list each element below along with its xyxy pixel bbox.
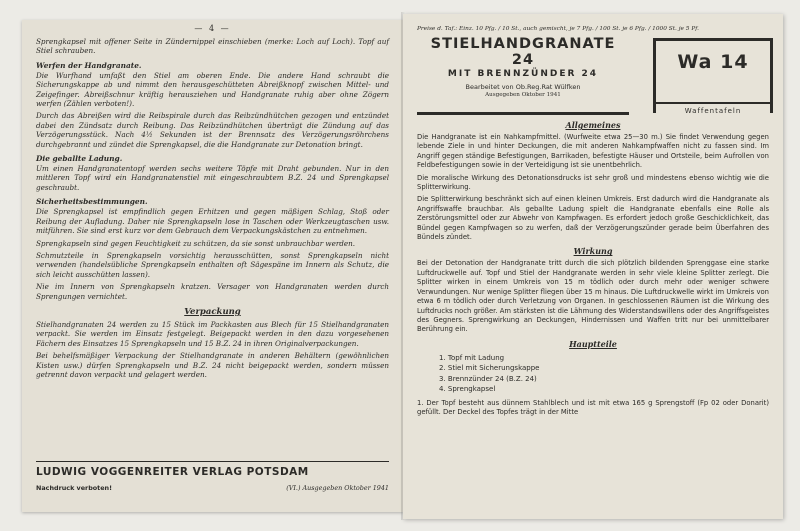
right-page (403, 14, 783, 519)
paragraph: Die Splitterwirkung beschränkt sich auf einen kleinen Umkreis. Erst dadurch wird die Handgranate als Angriffswaffe brauchbar. Als geballte Ladung spielt die Handgranate ebenfalls eine Rolle als Zerstörungsmittel oder zur Abwehr von Kampfwagen. Es erfordert jedoch große Geschicklichkeit, das Bündel gegen Kampfwagen so zu werfen, daß der Verzögerungszünder gerade beim Überfahren des Bündels zündet. (417, 195, 769, 242)
paragraph: Bei der Detonation der Handgranate tritt durch die sich plötzlich bildenden Sprenggase eine starke Luftdruckwelle auf. Topf und Stiel der Handgranate werden in sehr viele kleine Splitter zerlegt. Die Splitter wirken in einem Umkreis von 15 m tödlich oder durch mehr oder weniger schwere Verwundungen. Nur wenige Splitter fliegen über 15 m hinaus. Die Luftdruckwelle wirkt im Umkreis von etwa 6 m tödlich oder durch Verletzung von Organen. In geschlossenen Räumen ist die Wirkung des Luftdrucks noch größer. Am stärksten ist die Lähmung des Widerstandswillens oder des Angriffsgeistes des Gegners. Sprengwirkung an Deckungen, Hindernissen und Waffen tritt nur bei unmittelbarer Berührung ein. (417, 259, 769, 334)
paragraph: Durch das Abreißen wird die Reibspirale durch das Reibzündhütchen gezogen und entzündet dabei den Zündsatz durch Reibung. Das Reibzündhütchen überträgt die Zündung auf das Verzögerungsstück. Nach 4½ Sekunden ist der Brennsatz des Verzögerungsröhrchens durchgebrannt und zündet die Sprengkapsel, die die Handgranate zur Detonation bringt. (36, 111, 389, 149)
paragraph: Nie im Innern von Sprengkapseln kratzen. Versager von Handgranaten werden durch Sprengungen vernichtet. (36, 282, 389, 301)
reprint-notice: Nachdruck verboten! (36, 484, 113, 492)
issue-notice: (VI.) Ausgegeben Oktober 1941 (286, 484, 389, 492)
packing-heading: Verpackung (184, 306, 241, 317)
list-item: 4. Sprengkapsel (439, 385, 496, 394)
paragraph: Um einen Handgranatentopf werden sechs weitere Töpfe mit Draht gebunden. Nur in den mittleren Topf wird ein Handgranatenstiel mit eingeschraubtem B.Z. 24 und Sprengkapsel geschraubt. (36, 164, 389, 192)
series-box (653, 38, 773, 113)
series-code: Wa 14 (677, 51, 749, 73)
series-label: Waffentafeln (656, 102, 770, 115)
effect-heading: Wirkung (573, 246, 613, 257)
title-header (403, 32, 783, 116)
section-heading-safety: Sicherheitsbestimmungen. (36, 197, 148, 207)
paragraph: Stielhandgranaten 24 werden zu 15 Stück im Packkasten aus Blech für 15 Stielhandgranaten verpackt. Sie werden im Einsatz festgelegt. Beigepackt werden in den dazu vorgesehenen Fächern des Einsatzes 15 Sprengkapseln und 15 B.Z. 24 in ihren Originalverpackungen. (36, 319, 389, 348)
parts-heading: Hauptteile (569, 338, 617, 349)
section-heading-throwing: Werfen der Handgranate. (36, 60, 142, 70)
paragraph: Die Wurfhand umfaßt den Stiel am oberen Ende. Die andere Hand schraubt die Sicherungskappe ab und nimmt den herausgeschütteten Abreißknopf zwischen Mittel- und Zeigefinger. Abreißschnur kräftig herausziehen und Handgranate ruhig aber ohne Zögern werfen (Zählen verboten!). (36, 70, 389, 109)
document-subtitle: MIT BRENNZÜNDER 24 (447, 69, 599, 79)
paragraph: Sprengkapseln sind gegen Feuchtigkeit zu schützen, da sie sonst unbrauchbar werden. (36, 238, 356, 248)
paragraph: Schmutzteile in Sprengkapseln vorsichtig herausschütten, sonst Sprengkapseln nicht verwenden (handelsübliche Sprengkapseln enthalten oft Sägespäne im Innern als Schutz, die sich leicht ausschütten lassen). (36, 250, 389, 279)
intro-paragraph: Sprengkapsel mit offener Seite in Zündernippel einschieben (merke: Loch auf Loch). Topf auf Stiel schrauben. (36, 37, 389, 56)
list-item: 2. Stiel mit Sicherungskappe (439, 364, 540, 373)
general-heading: Allgemeines (565, 120, 621, 130)
price-line: Preise d. Taf.: Einz. 10 Pfg. / 10 St., auch gemischt, je 7 Pfg. / 100 St. je 6 Pfg. / 1000 St. je 5 Pf. (417, 26, 700, 32)
parts-list (439, 353, 769, 395)
paragraph: Bei behelfsmäßiger Verpackung der Stielhandgranate in anderen Behältern (gewöhnlichen Kisten usw.) dürfen Sprengkapseln und B.Z. 24 nicht beigepackt werden, sondern müssen getrennt davon verpackt und gelagert werden. (36, 351, 389, 379)
list-item: 3. Brennzünder 24 (B.Z. 24) (439, 374, 537, 383)
left-page (22, 20, 403, 512)
paragraph: Die Handgranate ist ein Nahkampfmittel. (Wurfweite etwa 25—30 m.) Sie findet Verwendung gegen lebende Ziele in und hinter Deckungen, die mit anderen Nahkampfwaffen nicht zu fassen sind. Im Angriff gegen ständige Befestigungen, Barrikaden, befestigte Häuser und Ortsteile, beim Aufrollen von Feldbefestigungen sowie in der Verteidigung ist sie unentbehrlich. (417, 133, 769, 170)
document-title: STIELHANDGRANATE 24 (430, 36, 616, 68)
page-number: — 4 — (194, 24, 231, 33)
title-block (417, 36, 629, 98)
section-heading-bundled-charge: Die geballte Ladung. (36, 154, 123, 164)
publisher-name: LUDWIG VOGGENREITER VERLAG POTSDAM (36, 461, 389, 478)
right-page-body (403, 112, 783, 418)
left-footer (36, 484, 389, 492)
left-page-body (22, 33, 403, 379)
paragraph: Die Sprengkapsel ist empfindlich gegen Erhitzen und gegen mäßigen Schlag, Stoß oder Reibung der Aufladung. Daher nie Sprengkapseln lose in Taschen oder Werkzeugtaschen usw. mitführen. Sie sind erst kurz vor dem Gebrauch dem Verpackungskästchen zu entnehmen. (36, 207, 389, 236)
author-line: Bearbeitet von Ob.Reg.Rat Wülfken (465, 83, 581, 91)
paragraph: 1. Der Topf besteht aus dünnem Stahlblech und ist mit etwa 165 g Sprengstoff (Fp 02 oder Donarit) gefüllt. Der Deckel des Topfes trägt in der Mitte (417, 398, 769, 417)
title-rule (417, 112, 629, 115)
paragraph: Die moralische Wirkung des Detonationsdrucks ist sehr groß und mindestens ebenso wichtig wie die Splitterwirkung. (417, 173, 769, 192)
list-item: 1. Topf mit Ladung (439, 353, 505, 362)
issued-line: Ausgegeben Oktober 1941 (485, 92, 561, 98)
